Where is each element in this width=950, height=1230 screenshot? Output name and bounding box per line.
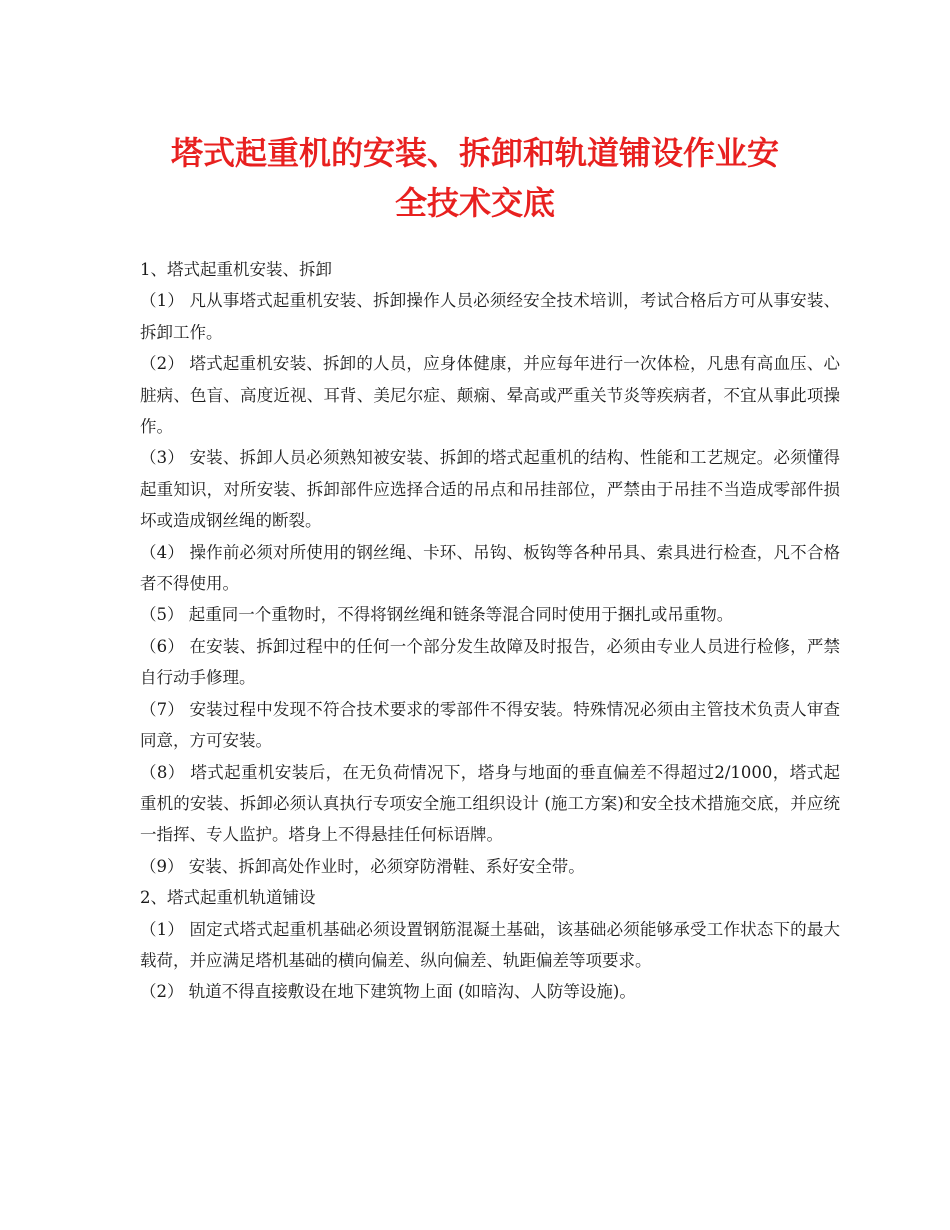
item-number: （9） — [140, 856, 184, 876]
paragraph-1-7 — [140, 694, 840, 757]
document-body — [140, 254, 840, 1008]
item-text: 安装过程中发现不符合技术要求的零部件不得安装。特殊情况必须由主管技术负责人审查同意，方可安装。 — [140, 699, 841, 751]
item-number: （4） — [140, 542, 185, 562]
item-number: （2） — [140, 982, 184, 1002]
paragraph-1-2 — [140, 348, 840, 442]
paragraph-1-5 — [140, 599, 840, 630]
section-heading-2: 2、塔式起重机轨道铺设 — [140, 888, 316, 908]
document-title — [100, 128, 850, 228]
item-text: 操作前必须对所使用的钢丝绳、卡环、吊钩、板钩等各种吊具、索具进行检查，凡不合格者不得使用。 — [140, 542, 841, 594]
paragraph-1-1 — [140, 285, 840, 348]
item-number: （1） — [140, 291, 185, 311]
item-number: （8） — [140, 762, 185, 782]
item-text: 安装、拆卸人员必须熟知被安装、拆卸的塔式起重机的结构、性能和工艺规定。必须懂得起重知识，对所安装、拆卸部件应选择合适的吊点和吊挂部位，严禁由于吊挂不当造成零部件损坏或造成钢丝绳的断裂。 — [140, 448, 841, 531]
item-number: （7） — [140, 699, 185, 719]
item-text: 塔式起重机安装后，在无负荷情况下，塔身与地面的垂直偏差不得超过2/1000，塔式起重机的安装、拆卸必须认真执行专项安全施工组织设计 (施工方案)和安全技术措施交底，并应统一指挥、专人监护。塔身上不得悬挂任何标语牌。 — [140, 762, 841, 845]
item-number: （1） — [140, 919, 185, 939]
title-line-1: 塔式起重机的安装、拆卸和轨道铺设作业安 — [170, 134, 779, 172]
paragraph-1-4 — [140, 537, 840, 600]
paragraph-1-6 — [140, 631, 840, 694]
item-text: 起重同一个重物时，不得将钢丝绳和链条等混合同时使用于捆扎或吊重物。 — [188, 605, 734, 625]
item-number: （3） — [140, 448, 185, 468]
item-text: 在安装、拆卸过程中的任何一个部分发生故障及时报告，必须由专业人员进行检修，严禁自行动手修理。 — [140, 636, 841, 688]
paragraph-1-8 — [140, 757, 840, 851]
item-text: 固定式塔式起重机基础必须设置钢筋混凝土基础，该基础必须能够承受工作状态下的最大载荷，并应满足塔机基础的横向偏差、纵向偏差、轨距偏差等项要求。 — [140, 919, 841, 970]
item-number: （2） — [140, 354, 185, 374]
section-heading-1: 1、塔式起重机安装、拆卸 — [140, 260, 332, 279]
item-text: 安装、拆卸高处作业时，必须穿防滑鞋、系好安全带。 — [188, 856, 585, 876]
title-line-2: 全技术交底 — [394, 184, 555, 222]
paragraph-2-2 — [140, 976, 840, 1007]
item-number: （6） — [140, 636, 185, 656]
paragraph-1-3 — [140, 442, 840, 536]
paragraph-2-1 — [140, 914, 840, 977]
item-number: （5） — [140, 605, 184, 625]
item-text: 轨道不得直接敷设在地下建筑物上面 (如暗沟、人防等设施)。 — [188, 982, 636, 1002]
item-text: 凡从事塔式起重机安装、拆卸操作人员必须经安全技术培训，考试合格后方可从事安装、拆卸工作。 — [140, 291, 841, 342]
paragraph-1-9 — [140, 851, 840, 882]
item-text: 塔式起重机安装、拆卸的人员，应身体健康，并应每年进行一次体检，凡患有高血压、心脏病、色盲、高度近视、耳背、美尼尔症、颠痫、晕高或严重关节炎等疾病者，不宜从事此项操作。 — [140, 354, 841, 437]
